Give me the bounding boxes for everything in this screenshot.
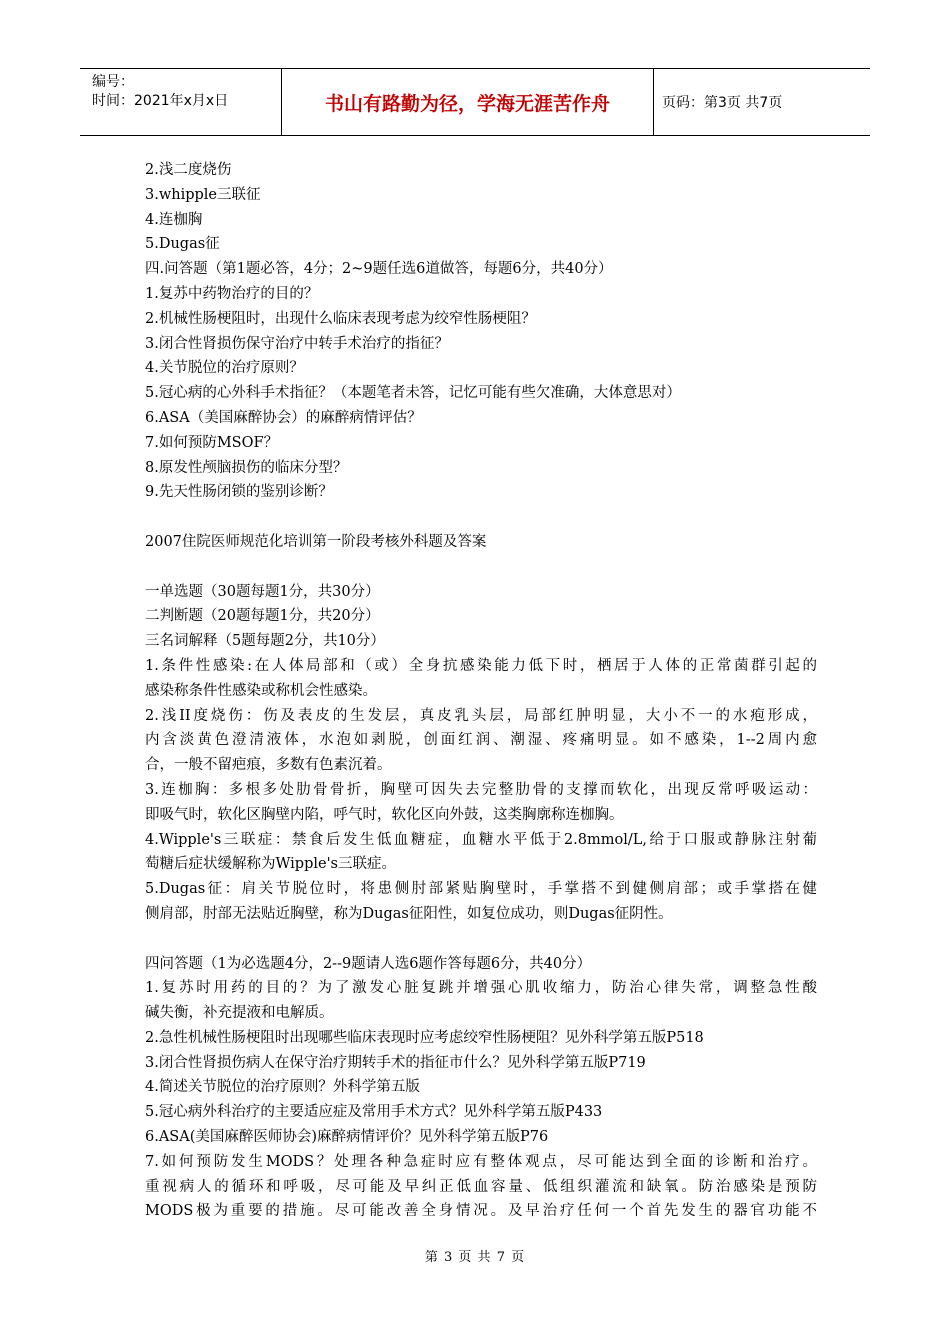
text-line: 5.冠心病外科治疗的主要适应症及常用手术方式？见外科学第五版P433	[145, 1104, 603, 1121]
document-body	[145, 158, 817, 1224]
text-line: 5.冠心病的心外科手术指征？（本题笔者未答，记忆可能有些欠准确，大体意思对）	[145, 385, 681, 402]
text-line: 4.关节脱位的治疗原则？	[145, 360, 304, 377]
text-line: 2.急性机械性肠梗阻时出现哪些临床表现时应考虑绞窄性肠梗阻？见外科学第五版P518	[145, 1029, 704, 1046]
text-line: 4.连枷胸	[145, 211, 203, 228]
text-line: 2007住院医师规范化培训第一阶段考核外科题及答案	[145, 533, 487, 550]
text-line: 合，一般不留疤痕，多数有色素沉着。	[145, 757, 392, 774]
text-line: 二判断题（20题每题1分，共20分）	[145, 608, 380, 625]
header-page-info: 页码：第3页 共7页	[662, 95, 783, 111]
text-line: 3.连枷胸：多根多处肋骨骨折，胸壁可因失去完整肋骨的支撑而软化，出现反常呼吸运动：	[145, 781, 817, 798]
text-line: 即吸气时，软化区胸壁内陷，呼气时，软化区向外鼓，这类胸廓称连枷胸。	[145, 806, 624, 823]
text-line: 6.ASA(美国麻醉医师协会)麻醉病情评价？见外科学第五版P76	[145, 1129, 549, 1146]
page-footer: 第 3 页 共 7 页	[424, 1250, 526, 1265]
text-line: 7.如何预防发生MODS？处理各种急症时应有整体观点，尽可能达到全面的诊断和治疗。	[145, 1153, 817, 1170]
text-line: 6.ASA（美国麻醉协会）的麻醉病情评估？	[145, 409, 422, 426]
text-line: 感染称条件性感染或称机会性感染。	[145, 682, 377, 699]
header-meta	[80, 69, 282, 135]
text-line: 内含淡黄色澄清液体，水泡如剥脱，创面红润、潮湿、疼痛明显。如不感染，1--2周内愈	[145, 732, 817, 749]
document-date: 时间：2021年x月x日	[92, 93, 229, 109]
document-number-label: 编号：	[92, 74, 134, 90]
text-line: 5.Dugas征：肩关节脱位时，将患侧肘部紧贴胸壁时，手掌搭不到健侧肩部；或手掌搭在健	[145, 881, 817, 898]
text-line: 一单选题（30题每题1分，共30分）	[145, 583, 380, 600]
text-line: 4.简述关节脱位的治疗原则？外科学第五版	[145, 1079, 420, 1096]
blank-line	[145, 505, 817, 530]
text-line: 重视病人的循环和呼吸，尽可能及早纠正低血容量、低组织灌流和缺氧。防治感染是预防	[145, 1178, 817, 1195]
page-header	[80, 68, 870, 136]
text-line: 2.机械性肠梗阻时，出现什么临床表现考虑为绞窄性肠梗阻？	[145, 310, 536, 327]
header-motto: 书山有路勤为径，学海无涯苦作舟	[282, 69, 654, 135]
text-line: 1.复苏时用药的目的？为了激发心脏复跳并增强心肌收缩力，防治心律失常，调整急性酸	[145, 980, 817, 997]
text-line: 3.闭合性肾损伤病人在保守治疗期转手术的指征市什么？见外科学第五版P719	[145, 1054, 646, 1071]
blank-line	[145, 927, 817, 952]
text-line: 四.问答题（第1题必答，4分；2~9题任选6道做答，每题6分，共40分）	[145, 261, 613, 278]
text-line: 2.浅二度烧伤	[145, 162, 232, 178]
text-line: 萄糖后症状缓解称为Wipple's三联症。	[145, 856, 396, 873]
text-line: 7.如何预防MSOF？	[145, 434, 279, 451]
text-line: 4.Wipple's三联症：禁食后发生低血糖症，血糖水平低于2.8mmol/L,给于口服或静脉注射葡	[145, 831, 817, 848]
text-line: 四问答题（1为必选题4分，2--9题请人选6题作答每题6分，共40分）	[145, 955, 592, 972]
text-line: 三名词解释（5题每题2分，共10分）	[145, 633, 385, 650]
text-line: 侧肩部，肘部无法贴近胸壁，称为Dugas征阳性，如复位成功，则Dugas征阴性。	[145, 905, 673, 922]
text-line: 1.复苏中药物治疗的目的？	[145, 285, 319, 302]
text-line: 2.浅II度烧伤：伤及表皮的生发层，真皮乳头层，局部红肿明显，大小不一的水疱形成，	[145, 707, 817, 724]
text-line: 3.whipple三联征	[145, 186, 261, 203]
text-line: 5.Dugas征	[145, 236, 220, 253]
text-line: 1.条件性感染:在人体局部和（或）全身抗感染能力低下时，栖居于人体的正常菌群引起的	[145, 657, 817, 674]
text-line: 3.闭合性肾损伤保守治疗中转手术治疗的指征？	[145, 335, 449, 352]
text-line: 碱失衡，补充提液和电解质。	[145, 1005, 334, 1022]
text-line: 8.原发性颅脑损伤的临床分型？	[145, 459, 348, 476]
text-line: MODS极为重要的措施。尽可能改善全身情况。及早治疗任何一个首先发生的器官功能不	[145, 1203, 817, 1220]
text-line: 9.先天性肠闭锁的鉴别诊断？	[145, 484, 333, 501]
blank-line	[145, 555, 817, 580]
